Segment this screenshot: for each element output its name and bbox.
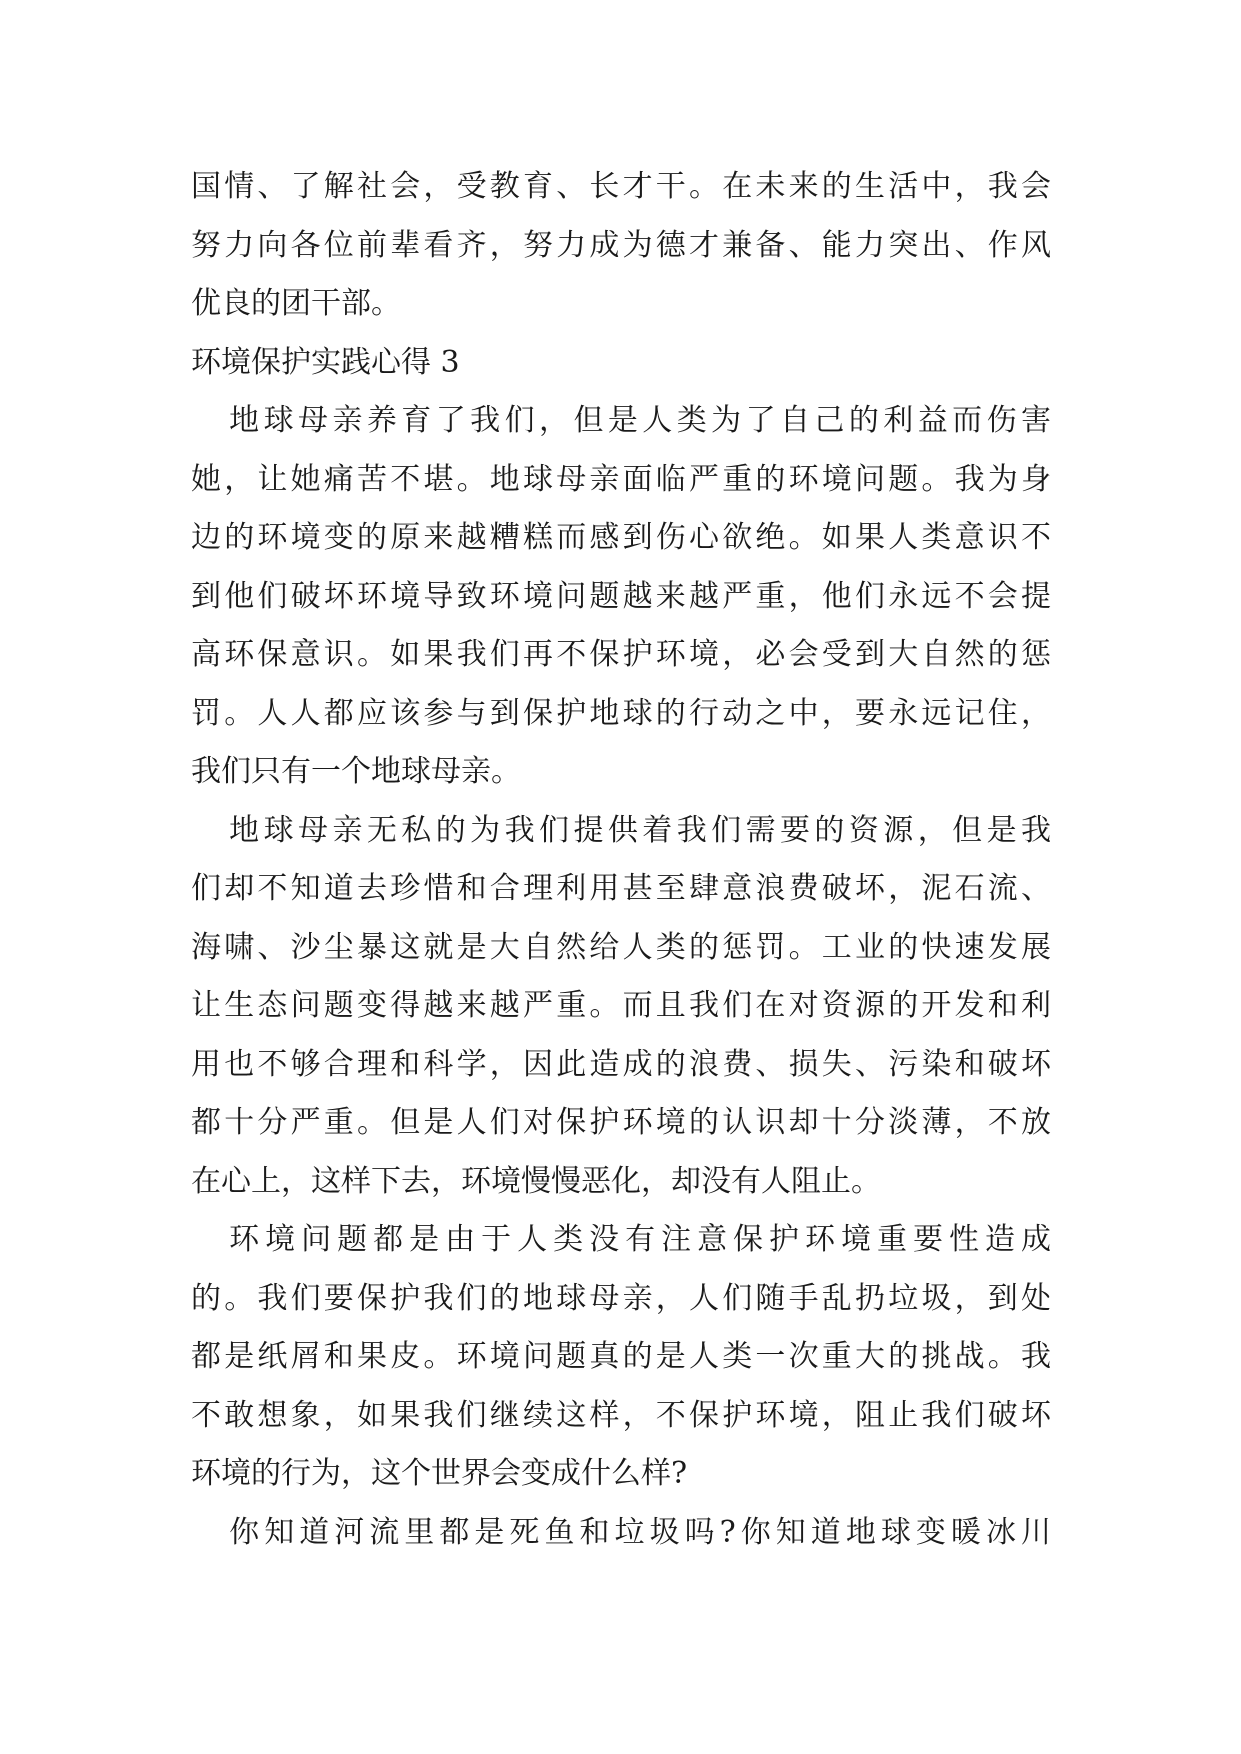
text-line: 环境问题都是由于人类没有注意保护环境重要性造成 xyxy=(229,1222,1051,1257)
paragraph xyxy=(191,392,1051,802)
text-line: 们却不知道去珍惜和合理利用甚至肆意浪费破坏，泥石流、 xyxy=(191,871,1051,906)
text-line: 边的环境变的原来越糟糕而感到伤心欲绝。如果人类意识不 xyxy=(191,520,1051,555)
text-line: 高环保意识。如果我们再不保护环境，必会受到大自然的惩 xyxy=(191,637,1051,672)
text-line: 我们只有一个地球母亲。 xyxy=(191,754,521,789)
text-line: 都十分严重。但是人们对保护环境的认识却十分淡薄，不放 xyxy=(191,1105,1051,1140)
text-line: 地球母亲无私的为我们提供着我们需要的资源，但是我 xyxy=(229,812,1051,848)
paragraph xyxy=(191,1211,1051,1504)
text-line: 用也不够合理和科学，因此造成的浪费、损失、污染和破坏 xyxy=(191,1046,1051,1082)
text-line: 海啸、沙尘暴这就是大自然给人类的惩罚。工业的快速发展 xyxy=(191,929,1051,965)
paragraph xyxy=(191,802,1051,1212)
text-line: 你知道河流里都是死鱼和垃圾吗?你知道地球变暖冰川 xyxy=(229,1514,1051,1550)
text-line: 都是纸屑和果皮。环境问题真的是人类一次重大的挑战。我 xyxy=(191,1339,1051,1374)
text-line: 到他们破坏环境导致环境问题越来越严重，他们永远不会提 xyxy=(191,578,1051,614)
text-line: 国情、了解社会，受教育、长才干。在未来的生活中，我会 xyxy=(191,169,1051,204)
paragraph xyxy=(191,158,1051,334)
text-line: 让生态问题变得越来越严重。而且我们在对资源的开发和利 xyxy=(191,988,1051,1023)
text-line: 优良的团干部。 xyxy=(191,286,401,321)
text-line: 的。我们要保护我们的地球母亲，人们随手乱扔垃圾，到处 xyxy=(191,1280,1051,1316)
text-line: 不敢想象，如果我们继续这样，不保护环境，阻止我们破坏 xyxy=(191,1397,1051,1433)
text-line: 环境的行为，这个世界会变成什么样? xyxy=(191,1456,688,1491)
document-page xyxy=(191,158,1051,1562)
text-line: 努力向各位前辈看齐，努力成为德才兼备、能力突出、作风 xyxy=(191,227,1051,263)
paragraph xyxy=(191,1504,1051,1563)
text-line: 在心上，这样下去，环境慢慢恶化，却没有人阻止。 xyxy=(191,1163,881,1199)
text-line: 罚。人人都应该参与到保护地球的行动之中，要永远记住， xyxy=(191,695,1051,731)
section-heading: 环境保护实践心得 3 xyxy=(191,344,460,380)
text-line: 地球母亲养育了我们，但是人类为了自己的利益而伤害 xyxy=(229,403,1051,438)
text-line: 她，让她痛苦不堪。地球母亲面临严重的环境问题。我为身 xyxy=(191,461,1051,497)
